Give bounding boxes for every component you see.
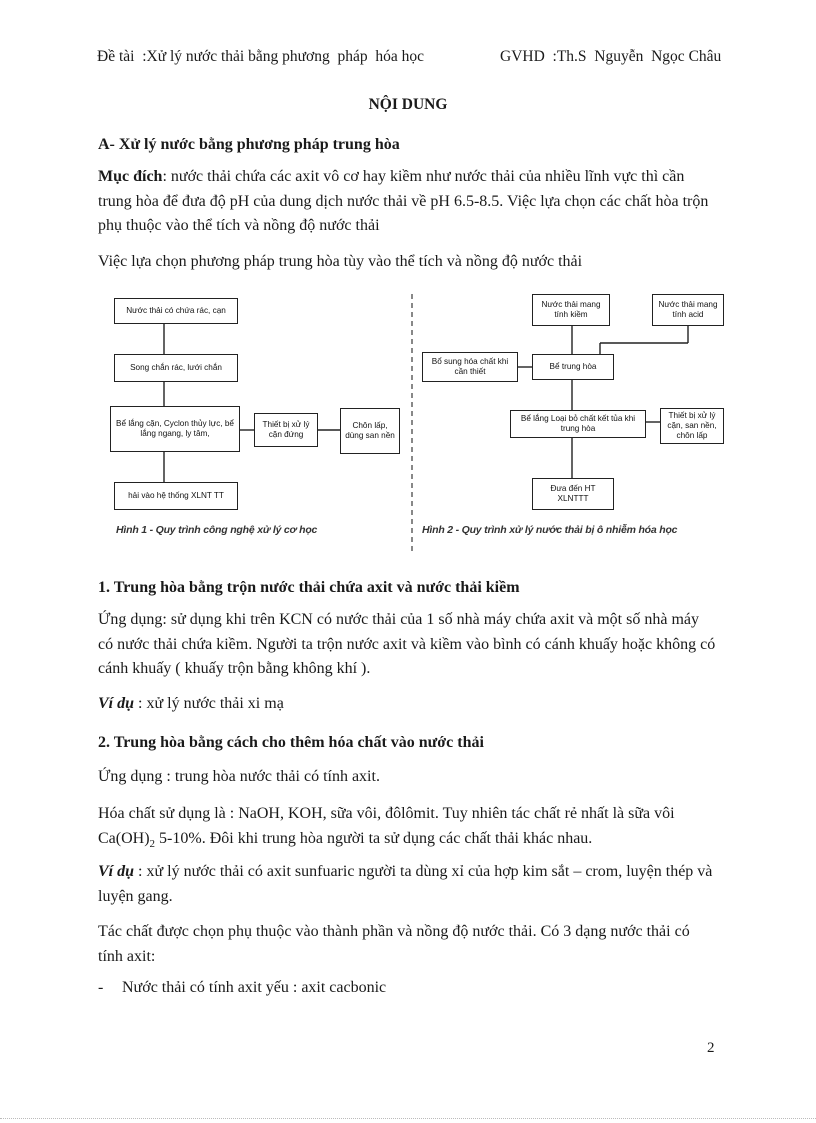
- figure-1-caption: Hình 1 - Quy trình công nghệ xử lý cơ học: [116, 524, 318, 536]
- choice-paragraph: Việc lựa chọn phương pháp trung hòa tùy vào thể tích và nồng độ nước thải: [98, 253, 583, 270]
- chemicals-paragraph: [98, 802, 718, 852]
- chemicals-text-2: 5-10%. Đôi khi trung hòa người ta sử dụng các chất thải khác nhau.: [155, 829, 593, 847]
- selection-paragraph: Tác chất được chọn phụ thuộc vào thành phần và nồng độ nước thải. Có 3 dạng nước thải có tính axit:: [98, 923, 690, 965]
- section-2-heading: 2. Trung hòa bằng cách cho thêm hóa chất vào nước thải: [98, 734, 484, 751]
- bullet-text: Nước thải có tính axit yếu : axit cacbonic: [122, 979, 387, 996]
- box-raw-wastewater: Nước thải có chứa rác, cạn: [114, 298, 238, 324]
- section-1-application: Ứng dụng: sử dụng khi trên KCN có nước thải của 1 số nhà máy chứa axit và một số nhà máy có nước thải chứa kiềm. Người ta trộn nước axit và kiềm vào bình có cánh khuấy hoặc không có cánh khuấy ( khuấy trộn bằng không khí ).: [98, 611, 716, 677]
- box-acid-wastewater: Nước thải mang tính acid: [652, 294, 724, 326]
- box-add-chemicals: Bổ sung hóa chất khi cần thiết: [422, 352, 518, 382]
- box-settling-tank: Bể lắng Loại bỏ chất kết tủa khi trung hòa: [510, 410, 646, 438]
- box-alkaline-wastewater: Nước thải mang tính kiềm: [532, 294, 610, 326]
- box-central-system: hải vào hệ thống XLNT TT: [114, 482, 238, 510]
- section-2-application: Ứng dụng : trung hòa nước thải có tính axit.: [98, 768, 380, 785]
- figure-2-caption: Hình 2 - Quy trình xử lý nước thải bị ô nhiễm hóa học: [422, 524, 678, 536]
- example-text: : xử lý nước thải xi mạ: [134, 695, 284, 712]
- box-screen: Song chắn rác, lưới chắn: [114, 354, 238, 382]
- purpose-text: : nước thải chứa các axit vô cơ hay kiềm như nước thải của nhiều lĩnh vực thì cần trung hòa để đưa độ pH của dung dịch nước thải về pH 6.5-8.5. Việc lựa chọn các chất hòa trộn phụ thuộc vào thể tích và nồng độ nước thải: [98, 168, 709, 234]
- subscript-2: 2: [149, 837, 156, 850]
- example-label: Ví dụ: [98, 695, 135, 712]
- section-1-example: [98, 692, 718, 717]
- example-label-2: Ví dụ: [98, 863, 135, 880]
- page-number: 2: [707, 1040, 715, 1056]
- page-title: NỘI DUNG: [368, 96, 448, 113]
- purpose-paragraph: [98, 165, 718, 239]
- purpose-label: Mục đích: [98, 168, 163, 185]
- example-text-2: : xử lý nước thải có axit sunfuaric người ta dùng xỉ của hợp kim sắt – crom, luyện thép và luyện gang.: [98, 863, 713, 905]
- header-advisor: GVHD :Th.S Nguyễn Ngọc Châu: [500, 48, 722, 65]
- bullet-dash: -: [98, 979, 104, 996]
- header-topic: Đề tài :Xử lý nước thải bằng phương pháp hóa học: [97, 48, 424, 65]
- box-landfill: Chôn lấp, dùng san nền: [340, 408, 400, 454]
- section-1-heading: 1. Trung hòa bằng trộn nước thải chứa axit và nước thải kiềm: [98, 579, 520, 596]
- box-sludge-device: Thiết bị xử lý cặn đứng: [254, 413, 318, 447]
- chemicals-text-1: Hóa chất sử dụng là : NaOH, KOH, sữa vôi, đôlômit. Tuy nhiên tác chất rẻ nhất là sữa vôi Ca(OH): [98, 805, 675, 847]
- page-bottom-divider: [0, 1118, 816, 1119]
- box-final-system: Đưa đến HT XLNTTT: [532, 478, 614, 510]
- box-sludge-treatment: Thiết bị xử lý cặn, san nền, chôn lấp: [660, 408, 724, 444]
- box-settling: Bể lắng cặn, Cyclon thủy lực, bể lắng ngang, ly tâm,: [110, 406, 240, 452]
- box-neutralization-tank: Bể trung hòa: [532, 354, 614, 380]
- section-2-example: [98, 860, 718, 909]
- section-a-heading: A- Xử lý nước bằng phương pháp trung hòa: [98, 136, 400, 153]
- process-diagrams: [100, 288, 725, 560]
